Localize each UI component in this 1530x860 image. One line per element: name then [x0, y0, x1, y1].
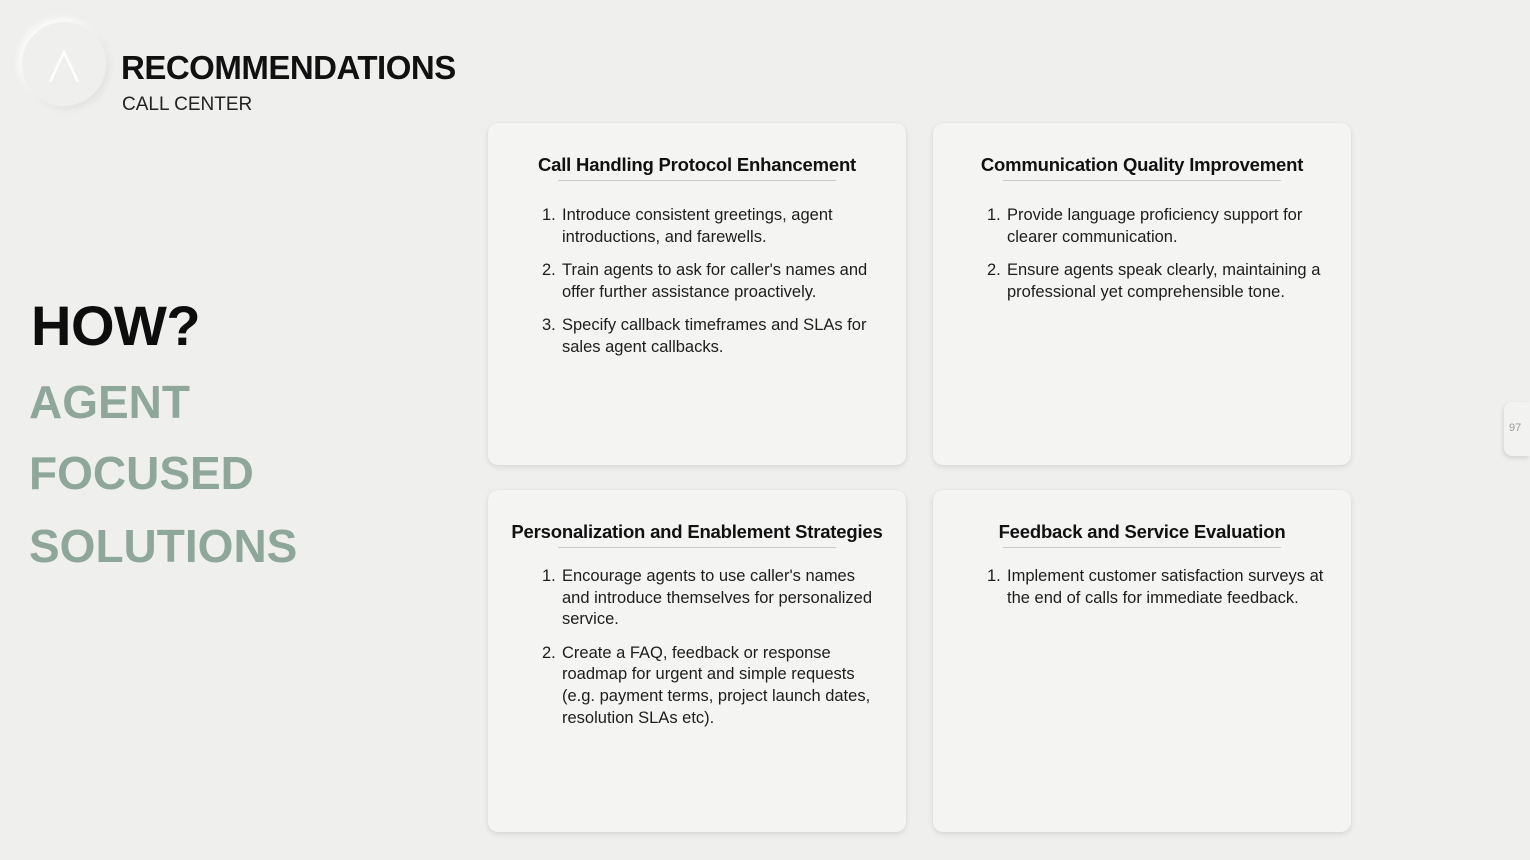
recommendation-card-call-handling [488, 123, 906, 465]
list-item [542, 566, 880, 631]
list-item [987, 205, 1325, 248]
list-number: 1. [987, 567, 1001, 585]
list-item [542, 643, 880, 730]
card-list [987, 205, 1325, 315]
logo-badge [22, 22, 106, 106]
list-number: 3. [542, 315, 556, 334]
list-text: Train agents to ask for caller's names and offer further assistance proactively. [562, 260, 868, 301]
list-text: Specify callback timeframes and SLAs for sales agent callbacks. [562, 315, 867, 356]
list-text: Encourage agents to use caller's names and introduce themselves for personalized service. [562, 567, 873, 629]
list-text: Introduce consistent greetings, agent introductions, and farewells. [562, 206, 833, 246]
page-subtitle: CALL CENTER [122, 94, 253, 115]
list-item [987, 566, 1325, 609]
list-number: 2. [542, 643, 556, 662]
list-number: 2. [542, 260, 556, 279]
how-heading: HOW? [31, 294, 201, 357]
list-number: 2. [987, 260, 1001, 279]
recommendation-card-feedback [933, 490, 1351, 832]
focus-line-focused: FOCUSED [29, 447, 254, 499]
list-number: 1. [542, 206, 556, 224]
list-item [542, 315, 880, 358]
list-number: 1. [987, 206, 1001, 224]
card-divider [1003, 180, 1281, 181]
list-text: Provide language proficiency support for clearer communication. [1007, 206, 1303, 246]
card-title: Communication Quality Improvement [980, 154, 1304, 175]
list-item [542, 205, 880, 248]
card-list [987, 566, 1325, 621]
caret-up-icon [44, 42, 84, 86]
list-item [987, 260, 1325, 303]
page-number: 97 [1509, 422, 1522, 434]
card-divider [558, 547, 836, 548]
focus-line-agent: AGENT [29, 376, 190, 428]
list-item [542, 260, 880, 303]
page-number-tab[interactable] [1504, 402, 1530, 456]
recommendation-card-communication [933, 123, 1351, 465]
list-text: Implement customer satisfaction surveys at the end of calls for immediate feedback. [1007, 567, 1324, 607]
list-number: 1. [542, 567, 556, 585]
card-list [542, 566, 880, 741]
card-divider [558, 180, 836, 181]
card-title: Personalization and Enablement Strategies [511, 521, 883, 542]
card-list [542, 205, 880, 370]
list-text: Create a FAQ, feedback or response roadmap for urgent and simple requests (e.g. payment terms, project launch dates, resolution SLAs etc). [562, 643, 871, 727]
focus-line-solutions: SOLUTIONS [29, 520, 298, 572]
recommendation-card-personalization [488, 490, 906, 832]
card-title: Call Handling Protocol Enhancement [537, 154, 857, 175]
card-title: Feedback and Service Evaluation [998, 521, 1286, 542]
page-title: RECOMMENDATIONS [121, 49, 456, 86]
card-divider [1003, 547, 1281, 548]
list-text: Ensure agents speak clearly, maintaining a professional yet comprehensible tone. [1007, 260, 1321, 301]
